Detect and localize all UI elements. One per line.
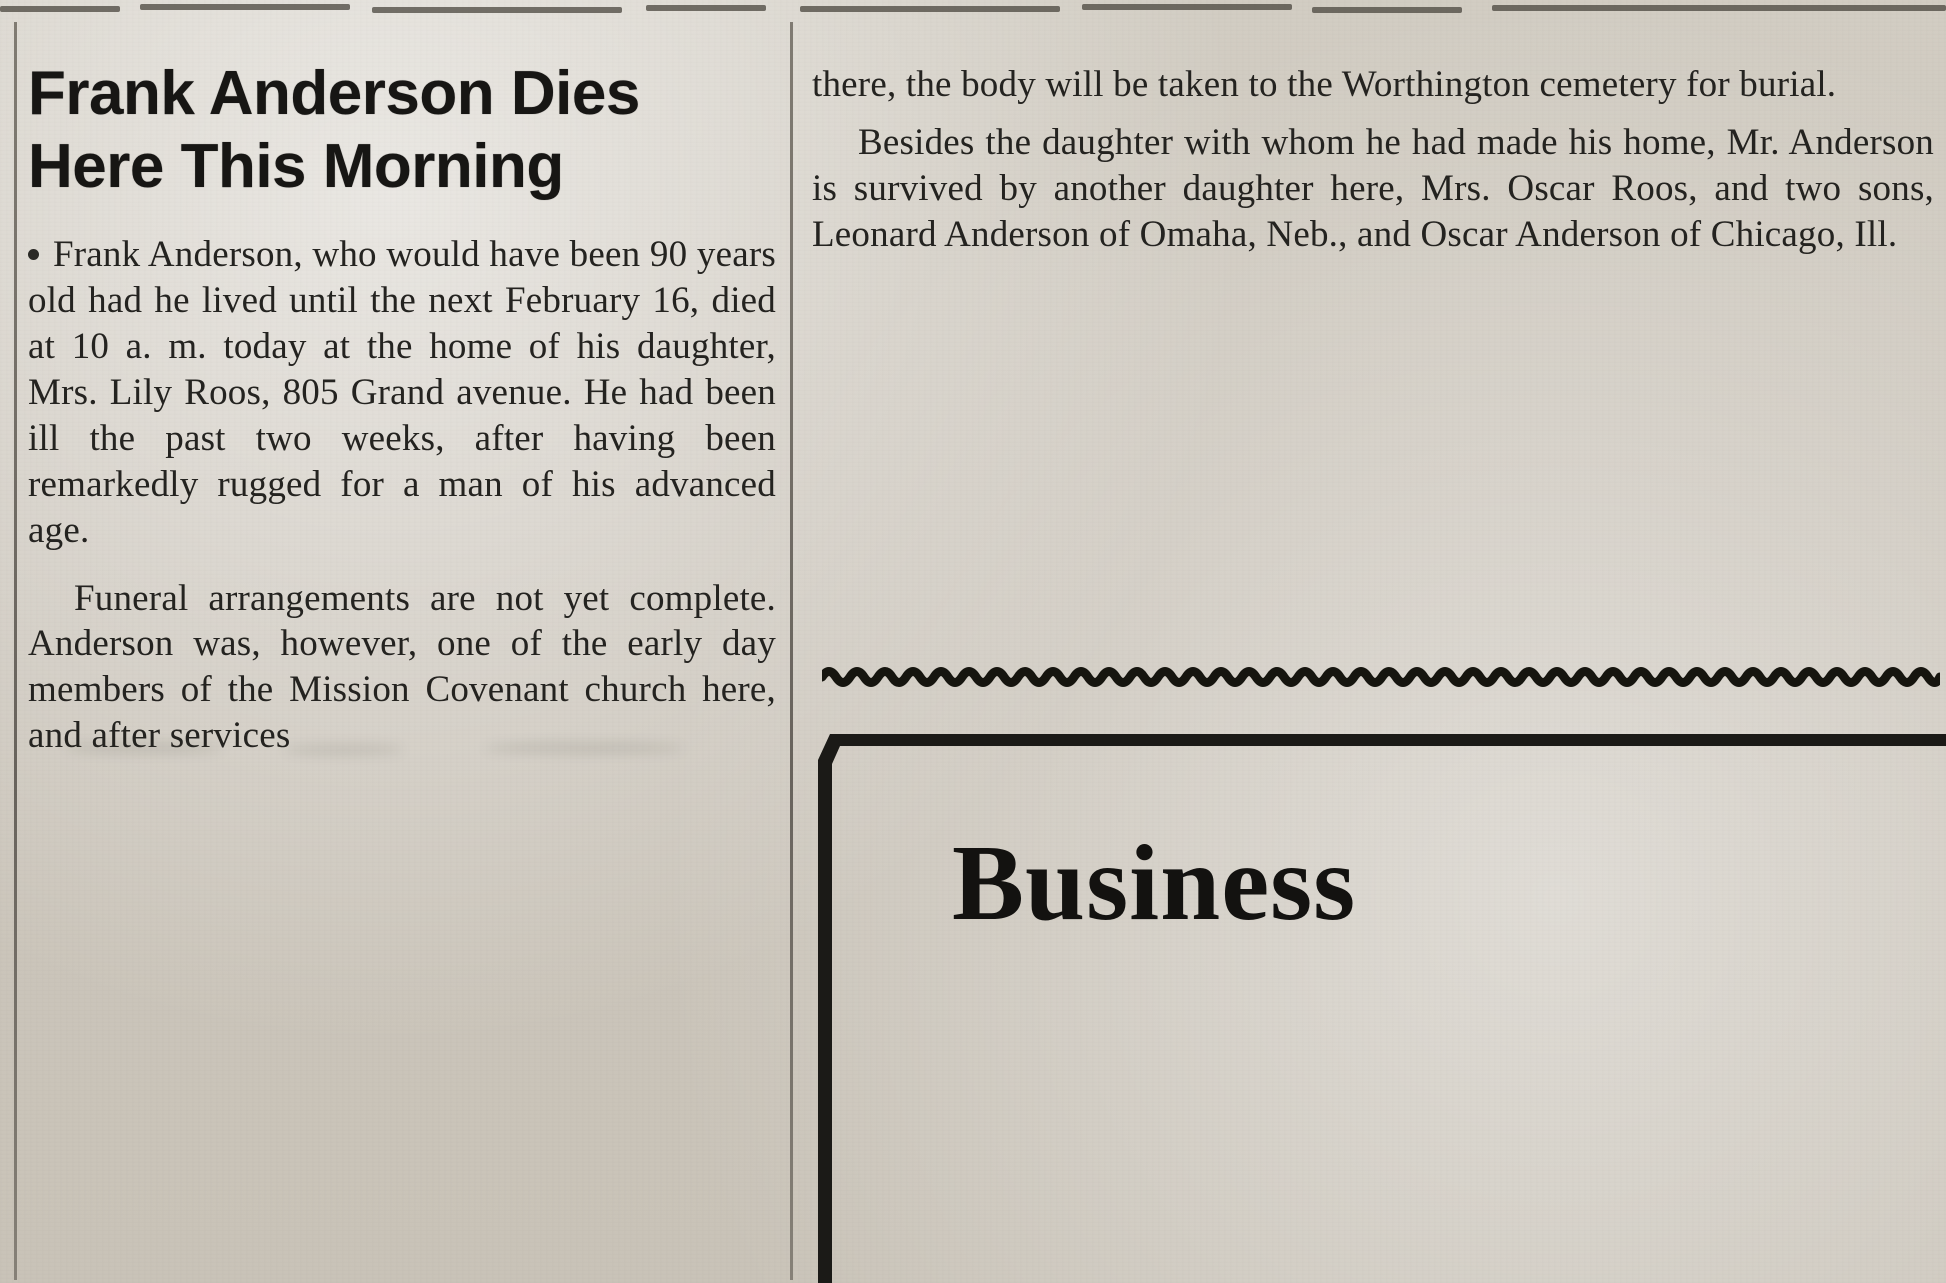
article-body-right [812,0,1934,258]
wavy-divider [822,664,1940,690]
article-column-right [812,0,1934,258]
headline-line-1: Frank Anderson Dies [28,59,640,128]
box-border-top [866,734,1946,746]
article-headline [28,0,776,202]
business-section-box [818,716,1946,1283]
lead-bullet-icon [28,249,39,260]
article-paragraph: Funeral arrangements are not yet complete. Anderson was, however, one of the early day members of the Mission Covenant church here, and after services [28,577,776,757]
column-rule-left [14,22,17,1280]
bottom-smudge [54,743,794,757]
headline-line-2: Here This Morning [28,132,564,202]
business-heading: Business [952,824,1357,943]
box-border-left [818,794,832,1283]
box-corner-bevel [818,734,870,796]
column-rule-middle [790,22,793,1280]
article-paragraph [28,232,776,553]
article-body-left [28,232,776,759]
article-column-left [28,0,776,759]
article-paragraph: Besides the daughter with whom he had made his home, Mr. Anderson is survived by another daughter here, Mrs. Oscar Roos, and two sons, Leonard Anderson of Omaha, Neb., and Oscar Anderson of Chicago, Ill. [812,121,1934,255]
article-paragraph-text: Frank Anderson, who would have been 90 years old had he lived until the next February 16, died at 10 a. m. today at the home of his daughter, Mrs. Lily Roos, 805 Grand avenue. He had been ill the past two weeks, after having been remarkedly rugged for a man of his advanced age. [28,234,776,551]
article-paragraph: there, the body will be taken to the Worthington cemetery for burial. [812,64,1837,105]
